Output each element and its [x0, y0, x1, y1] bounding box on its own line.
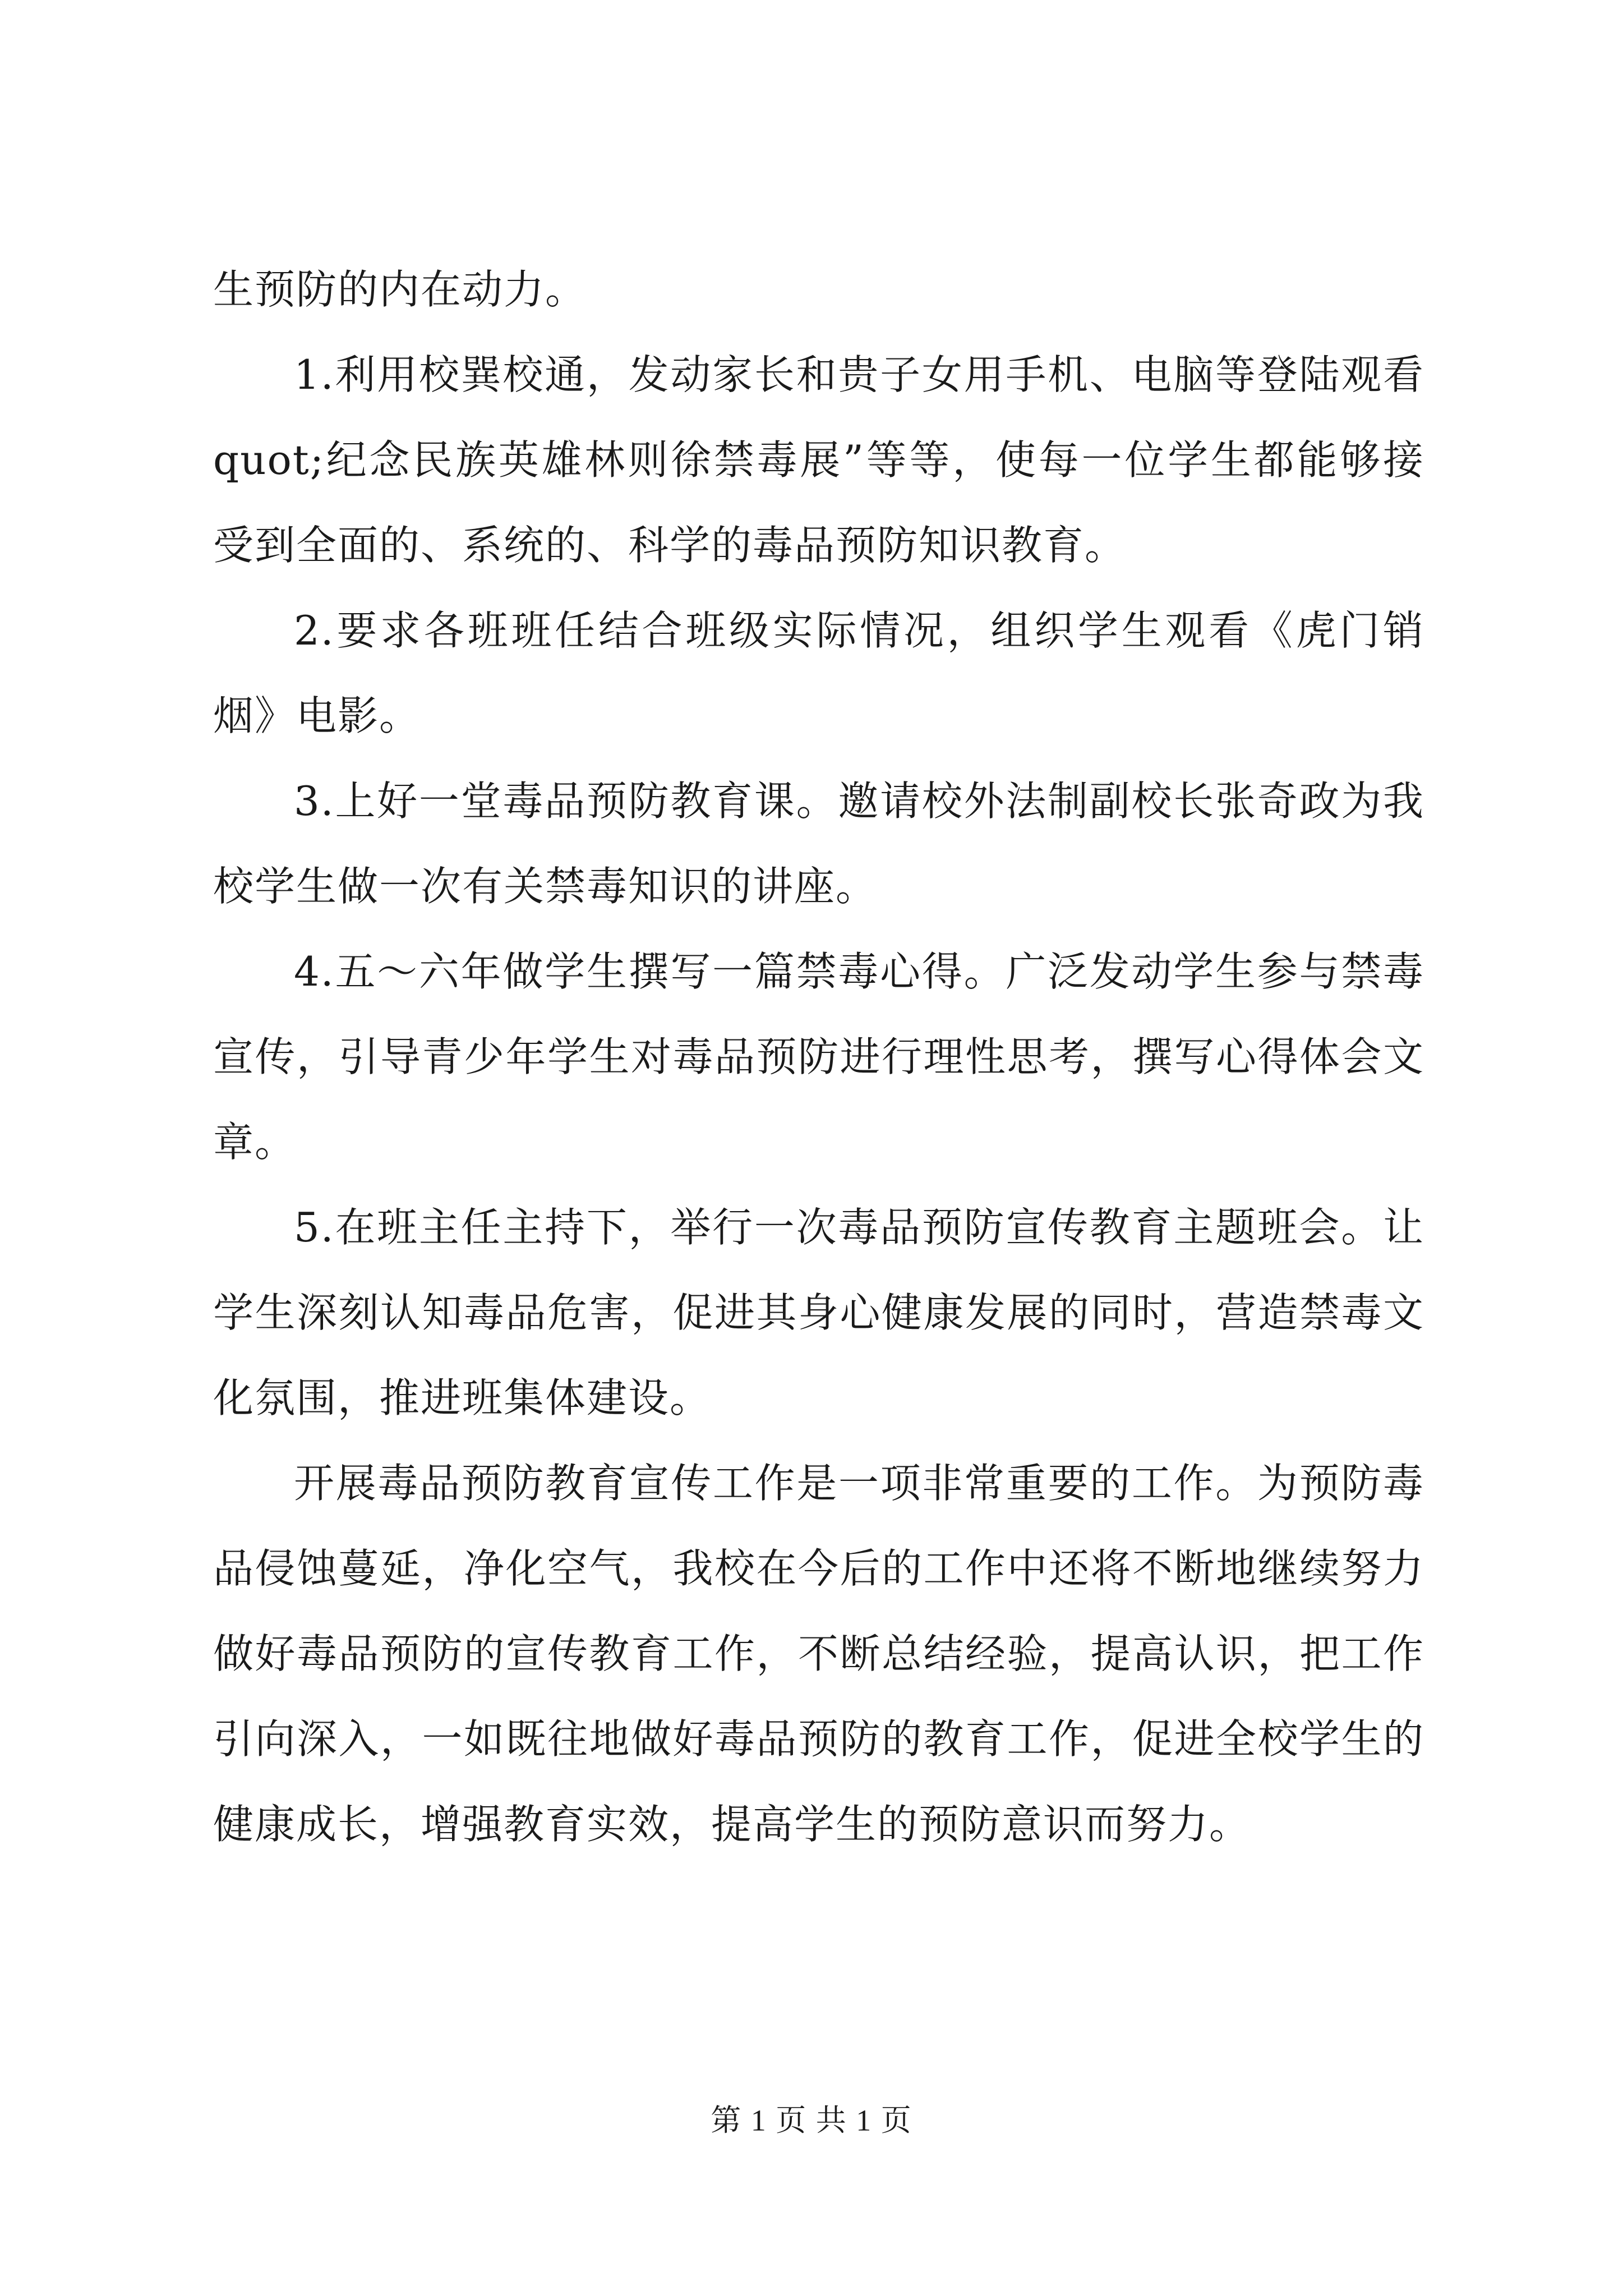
- paragraph-item-2: 2.要求各班班任结合班级实际情况，组织学生观看《虎门销烟》电影。: [213, 607, 1424, 739]
- document-body: [213, 247, 1424, 1867]
- paragraph-item-3: 3.上好一堂毒品预防教育课。邀请校外法制副校长张奇政为我校学生做一次有关禁毒知识的讲座。: [213, 777, 1424, 910]
- paragraph-continuation: 生预防的内在动力。: [213, 266, 587, 313]
- paragraph-item-1: 1.利用校巽校通，发动家长和贵子女用手机、电脑等登陆观看quot;纪念民族英雄林则徐禁毒展”等等，使每一位学生都能够接受到全面的、系统的、科学的毒品预防知识教育。: [213, 351, 1424, 569]
- paragraph-item-4: 4.五～六年做学生撰写一篇禁毒心得。广泛发动学生参与禁毒宣传，引导青少年学生对毒品预防进行理性思考，撰写心得体会文章。: [213, 948, 1424, 1166]
- page-footer: 第 1 页 共 1 页: [711, 2104, 912, 2137]
- paragraph-conclusion: 开展毒品预防教育宣传工作是一项非常重要的工作。为预防毒品侵蚀蔓延，净化空气，我校在今后的工作中还将不断地继续努力做好毒品预防的宣传教育工作，不断总结经验，提高认识，把工作引向深入，一如既往地做好毒品预防的教育工作，促进全校学生的健康成长，增强教育实效，提高学生的预防意识而努力。: [213, 1460, 1424, 1848]
- paragraph-item-5: 5.在班主任主持下，举行一次毒品预防宣传教育主题班会。让学生深刻认知毒品危害，促进其身心健康发展的同时，营造禁毒文化氛围，推进班集体建设。: [213, 1204, 1424, 1421]
